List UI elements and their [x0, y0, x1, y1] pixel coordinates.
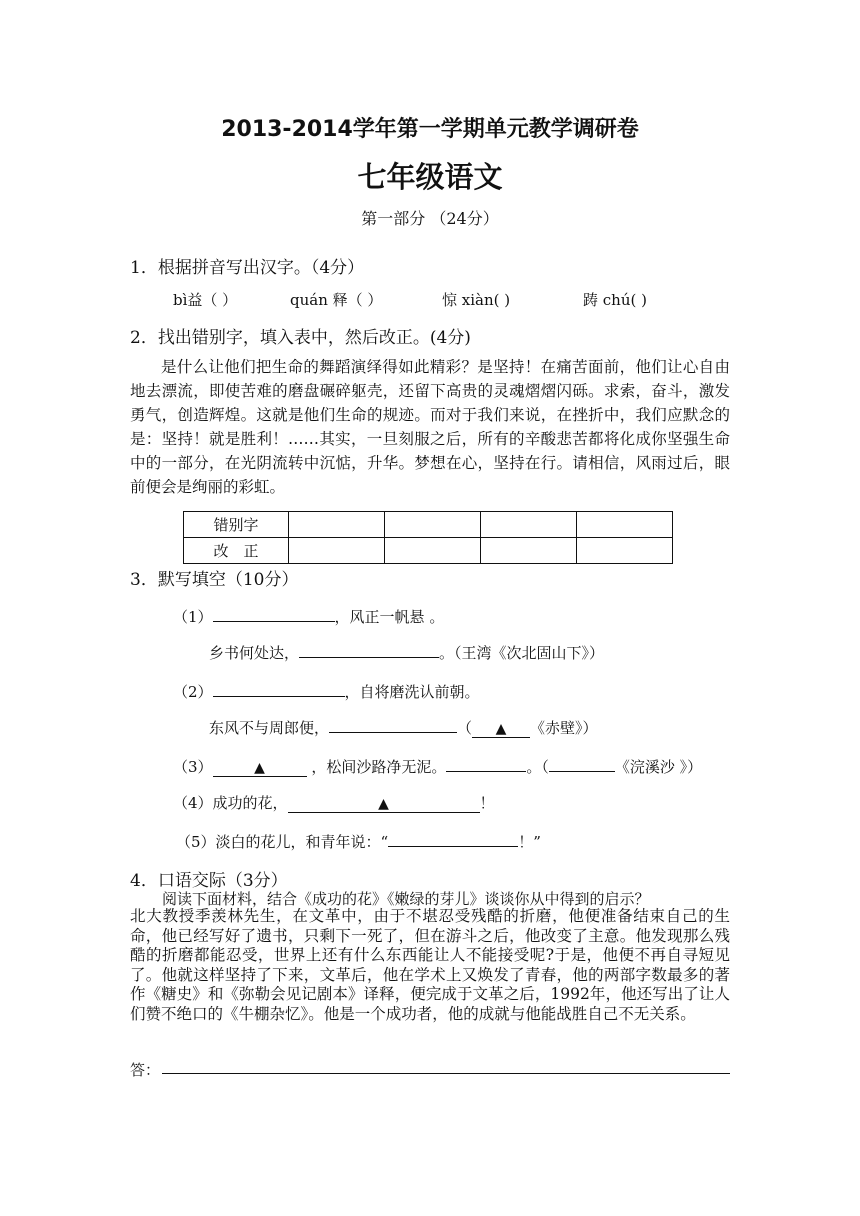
table-cell[interactable] [385, 512, 481, 538]
pinyin-item-3: 惊 xiàn( ) [442, 291, 511, 309]
answer-blank[interactable] [329, 716, 457, 733]
answer-blank-triangle[interactable]: ▲ [213, 760, 307, 777]
table-cell[interactable] [481, 512, 577, 538]
question-4-prompt: 阅读下面材料，结合《成功的花》《嫩绿的芽儿》谈谈你从中得到的启示？ [162, 890, 650, 908]
table-cell[interactable] [577, 512, 673, 538]
fill-line-5: （3） ▲ ，松间沙路净无泥。 。（ 《浣溪沙 》） [173, 755, 702, 777]
answer-blank[interactable] [446, 755, 526, 772]
table-cell[interactable] [385, 538, 481, 564]
answer-label: 答： [130, 1061, 161, 1079]
table-cell[interactable] [577, 538, 673, 564]
fill-line-3: （2） ，自将磨洗认前朝。 [173, 680, 480, 702]
answer-line[interactable] [162, 1073, 730, 1074]
subject-title: 七年级语文 [357, 160, 503, 194]
answer-blank[interactable] [388, 830, 518, 847]
pinyin-item-2: quán 释（ ） [290, 291, 383, 309]
answer-blank-triangle[interactable]: ▲ [288, 796, 480, 813]
exam-title: 2013-2014学年第一学期单元教学调研卷 [221, 117, 639, 142]
pinyin-item-1: bì益（ ） [173, 291, 238, 309]
answer-blank[interactable] [213, 680, 345, 697]
table-label-correct: 改 正 [184, 538, 289, 564]
answer-blank[interactable] [299, 641, 439, 658]
answer-blank-triangle[interactable]: ▲ [472, 721, 530, 738]
question-2-title: 2．找出错别字，填入表中，然后改正。(4分) [130, 328, 471, 348]
question-2-passage: 是什么让他们把生命的舞蹈演绎得如此精彩？是坚持！在痛苦面前，他们让心自由地去漂流，即使苦难的磨盘碾碎躯壳，还留下高贵的灵魂熠熠闪砾。求索，奋斗，激发勇气，创造辉煌。这就是他们生命的规迹。而对于我们来说，在挫折中，我们应默念的是：坚持！就是胜利！……其实，一旦刻服之后，所有的辛酸悲苦都将化成你坚强生命中的一部分，在光阴流转中沉惦，升华。梦想在心，坚持在行。请相信，风雨过后，眼前便会是绚丽的彩虹。 [130, 358, 730, 496]
question-4-passage: 北大教授季羡林先生，在文革中，由于不堪忍受残酷的折磨，他便准备结束自己的生命，他已经写好了遗书，只剩下一死了，但在游斗之后，他改变了主意。他发现那么残酷的折磨都能忍受，世界上还有什么东西能让人不能接受呢?于是，他便不再自寻短见了。他就这样坚持了下来，文革后，他在学术上又焕发了青春，他的两部字数最多的著作《糖史》和《弥勒会见记剧本》译释，便完成于文革之后，1992年，他还写出了让人们赞不绝口的《牛棚杂忆》。他是一个成功者，他的成就与他能战胜自己不无关系。 [130, 907, 730, 1023]
question-1-title: 1．根据拼音写出汉字。（4分） [130, 258, 365, 278]
error-table [183, 511, 673, 564]
fill-line-6: （4）成功的花， ▲ ！ [173, 794, 495, 812]
question-4-title: 4．口语交际（3分） [130, 871, 288, 891]
table-cell[interactable] [289, 538, 385, 564]
answer-blank[interactable] [213, 605, 335, 622]
fill-line-7: （5）淡白的花儿，和青年说：“ ！” [176, 830, 541, 852]
answer-blank[interactable] [549, 755, 615, 772]
part-heading: 第一部分 （24分） [361, 209, 499, 228]
pinyin-item-4: 踌 chú( ) [583, 291, 647, 309]
table-label-wrong: 错别字 [184, 512, 289, 538]
fill-line-2: 乡书何处达， 。（王湾《次北固山下》） [209, 641, 604, 663]
fill-line-4: 东风不与周郎便， （ ▲ 《赤壁》） [209, 716, 598, 738]
fill-line-1: （1） ，风正一帆悬 。 [173, 605, 444, 627]
question-3-title: 3．默写填空（10分） [130, 570, 299, 590]
table-cell[interactable] [481, 538, 577, 564]
table-cell[interactable] [289, 512, 385, 538]
